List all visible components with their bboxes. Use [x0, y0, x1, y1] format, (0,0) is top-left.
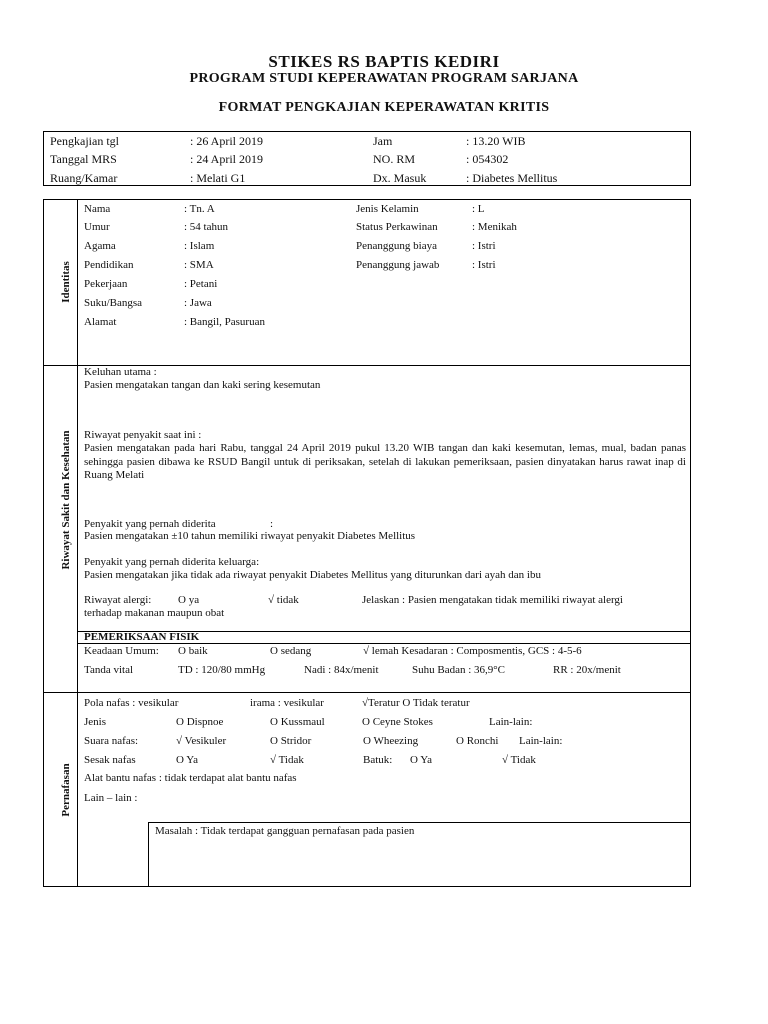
section-label-riwayat: Riwayat Sakit dan Kesehatan	[60, 430, 72, 570]
batuk-ya-option[interactable]: O Ya	[410, 754, 433, 766]
pola-nafas: Pola nafas : vesikular	[84, 697, 179, 709]
suku-label: Suku/Bangsa	[84, 297, 143, 309]
agama-value: : Islam	[184, 240, 215, 252]
institution-title: STIKES RS BAPTIS KEDIRI	[268, 52, 500, 71]
dx-value: : Diabetes Mellitus	[466, 171, 558, 185]
alergi-line2: terhadap makanan maupun obat	[84, 607, 225, 619]
umur-value: : 54 tahun	[184, 221, 228, 233]
jam-value: : 13.20 WIB	[466, 134, 526, 148]
status-value: : Menikah	[472, 221, 517, 233]
suara-label: Suara nafas:	[84, 735, 139, 747]
suara-wheezing-option[interactable]: O Wheezing	[363, 735, 419, 747]
keadaan-label: Keadaan Umum:	[84, 645, 159, 657]
alamat-value: : Bangil, Pasuruan	[184, 316, 265, 328]
suara-ronchi-option[interactable]: O Ronchi	[456, 735, 499, 747]
alergi-label: Riwayat alergi:	[84, 594, 152, 606]
jk-value: : L	[472, 203, 485, 215]
nama-label: Nama	[84, 203, 111, 215]
dx-label: Dx. Masuk	[373, 171, 427, 185]
keadaan-sedang-option[interactable]: O sedang	[270, 645, 312, 657]
batuk-tidak-option[interactable]: √ Tidak	[502, 754, 536, 766]
form-title: FORMAT PENGKAJIAN KEPERAWATAN KRITIS	[218, 100, 550, 115]
alergi-ya-option[interactable]: O ya	[178, 594, 200, 606]
dahulu-colon: :	[270, 518, 274, 530]
pendidikan-value: : SMA	[184, 259, 214, 271]
tgl-value: : 26 April 2019	[190, 134, 264, 148]
keluhan-label: Keluhan utama :	[84, 366, 157, 378]
jenis-ceyne-stokes-option[interactable]: O Ceyne Stokes	[362, 716, 433, 728]
jenis-lain-label: Lain-lain:	[489, 716, 533, 728]
section-label-pernafasan: Pernafasan	[60, 763, 72, 817]
side-divider	[77, 199, 78, 887]
sesak-tidak-option[interactable]: √ Tidak	[270, 754, 304, 766]
status-label: Status Perkawinan	[356, 221, 438, 233]
batuk-label: Batuk:	[363, 754, 393, 766]
rm-label: NO. RM	[373, 152, 416, 166]
keluhan-text: Pasien mengatakan tangan dan kaki sering kesemutan	[84, 379, 321, 391]
keadaan-baik-option[interactable]: O baik	[178, 645, 208, 657]
suara-stridor-option[interactable]: O Stridor	[270, 735, 312, 747]
agama-label: Agama	[84, 240, 116, 252]
program-title: PROGRAM STUDI KEPERAWATAN PROGRAM SARJANA	[189, 71, 579, 86]
jawab-label: Penanggung jawab	[356, 259, 440, 271]
pendidikan-label: Pendidikan	[84, 259, 134, 271]
jenis-label: Jenis	[84, 716, 106, 728]
meta-box	[43, 131, 691, 186]
keluarga-label: Penyakit yang pernah diderita keluarga:	[84, 556, 260, 568]
jk-label: Jenis Kelamin	[356, 203, 419, 215]
dahulu-text: Pasien mengatakan ±10 tahun memiliki riwayat penyakit Diabetes Mellitus	[84, 530, 416, 542]
ttv-td: TD : 120/80 mmHg	[178, 664, 266, 676]
pekerjaan-value: : Petani	[184, 278, 218, 290]
ttv-nadi: Nadi : 84x/menit	[304, 664, 379, 676]
tgl-label: Pengkajian tgl	[50, 134, 119, 148]
jenis-dispnoe-option[interactable]: O Dispnoe	[176, 716, 224, 728]
pekerjaan-label: Pekerjaan	[84, 278, 128, 290]
suku-value: : Jawa	[184, 297, 212, 309]
irama-nafas: irama : vesikular	[250, 697, 324, 709]
dahulu-label: Penyakit yang pernah diderita	[84, 518, 216, 530]
lain-lain: Lain – lain :	[84, 792, 138, 804]
alat-bantu-nafas: Alat bantu nafas : tidak terdapat alat bantu nafas	[84, 772, 297, 784]
section-label-identitas: Identitas	[60, 261, 72, 303]
ttv-rr: RR : 20x/menit	[553, 664, 621, 676]
jam-label: Jam	[373, 134, 393, 148]
biaya-label: Penanggung biaya	[356, 240, 437, 252]
alergi-jelaskan: Jelaskan : Pasien mengatakan tidak memiliki riwayat alergi	[362, 594, 623, 606]
sekarang-label: Riwayat penyakit saat ini :	[84, 429, 202, 441]
masalah-text: Masalah : Tidak terdapat gangguan pernafasan pada pasien	[155, 825, 415, 837]
keluarga-text: Pasien mengatakan jika tidak ada riwayat penyakit Diabetes Mellitus yang diturunkan dari ayah dan ibu	[84, 569, 541, 581]
mrs-value: : 24 April 2019	[190, 152, 264, 166]
ttv-label: Tanda vital	[84, 664, 134, 676]
teratur-option[interactable]: √Teratur O Tidak teratur	[362, 697, 470, 709]
row-divider-fisik-title	[77, 643, 691, 644]
ruang-value: : Melati G1	[190, 171, 246, 185]
nama-value: : Tn. A	[184, 203, 215, 215]
sekarang-text: Pasien mengatakan pada hari Rabu, tanggal 24 April 2019 pukul 13.20 WIB tangan dan kaki kesemutan, lemas, mual, badan panas sehingga pasien dibawa ke RSUD Bangil untuk di periksakan, setelah di lakukan pemeriksaan, pasien dinyatakan harus rawat inap di Ruang Melati	[84, 442, 686, 481]
suara-lain-label: Lain-lain:	[519, 735, 563, 747]
jenis-kussmaul-option[interactable]: O Kussmaul	[270, 716, 325, 728]
keadaan-lemah-option[interactable]: √ lemah Kesadaran : Composmentis, GCS : 4-5-6	[363, 645, 582, 657]
suara-vesikuler-option[interactable]: √ Vesikuler	[176, 735, 227, 747]
sesak-ya-option[interactable]: O Ya	[176, 754, 199, 766]
alergi-tidak-option[interactable]: √ tidak	[268, 594, 299, 606]
jawab-value: : Istri	[472, 259, 496, 271]
row-divider-pernafasan	[43, 692, 691, 693]
alamat-label: Alamat	[84, 316, 117, 328]
rm-value: : 054302	[466, 152, 509, 166]
sesak-label: Sesak nafas	[84, 754, 136, 766]
ruang-label: Ruang/Kamar	[50, 171, 118, 185]
biaya-value: : Istri	[472, 240, 496, 252]
umur-label: Umur	[84, 221, 110, 233]
ttv-suhu: Suhu Badan : 36,9°C	[412, 664, 506, 676]
fisik-title: PEMERIKSAAN FISIK	[84, 631, 200, 643]
mrs-label: Tanggal MRS	[50, 152, 117, 166]
